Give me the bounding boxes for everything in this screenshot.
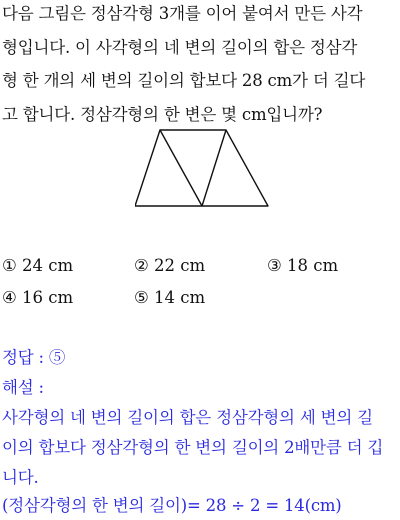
choice-1[interactable]: ① 24 cm <box>2 256 74 275</box>
question-line-2: 형입니다. 이 사각형의 네 변의 길이의 합은 정삼각 <box>2 38 358 57</box>
choice-2[interactable]: ② 22 cm <box>134 256 206 275</box>
triangle-figure <box>135 128 270 208</box>
explanation-title: 해설 : <box>2 378 44 397</box>
question-line-4: 고 합니다. 정삼각형의 한 변은 몇 cm입니까? <box>2 105 323 124</box>
explanation-line-1: 사각형의 네 변의 길이의 합은 정삼각형의 세 변의 길 <box>2 408 373 427</box>
question-line-1: 다음 그림은 정삼각형 3개를 이어 붙여서 만든 사각 <box>2 4 363 23</box>
explanation-line-2: 이의 합보다 정삼각형의 한 변의 길이의 2배만큼 더 깁 <box>2 438 384 457</box>
question-line-3: 형 한 개의 세 변의 길이의 합보다 28 cm가 더 길다 <box>2 71 366 90</box>
trapezoid-outline <box>135 130 268 206</box>
explanation-formula: (정삼각형의 한 변의 길이)= 28 ÷ 2 = 14(cm) <box>2 496 342 515</box>
inner-edge-left <box>160 130 202 206</box>
choice-5[interactable]: ⑤ 14 cm <box>134 288 206 307</box>
answer-label: 정답 : ⑤ <box>2 348 66 367</box>
inner-edge-right <box>202 130 226 206</box>
choice-3[interactable]: ③ 18 cm <box>267 256 339 275</box>
choice-4[interactable]: ④ 16 cm <box>2 288 74 307</box>
explanation-line-3: 니다. <box>2 468 39 487</box>
